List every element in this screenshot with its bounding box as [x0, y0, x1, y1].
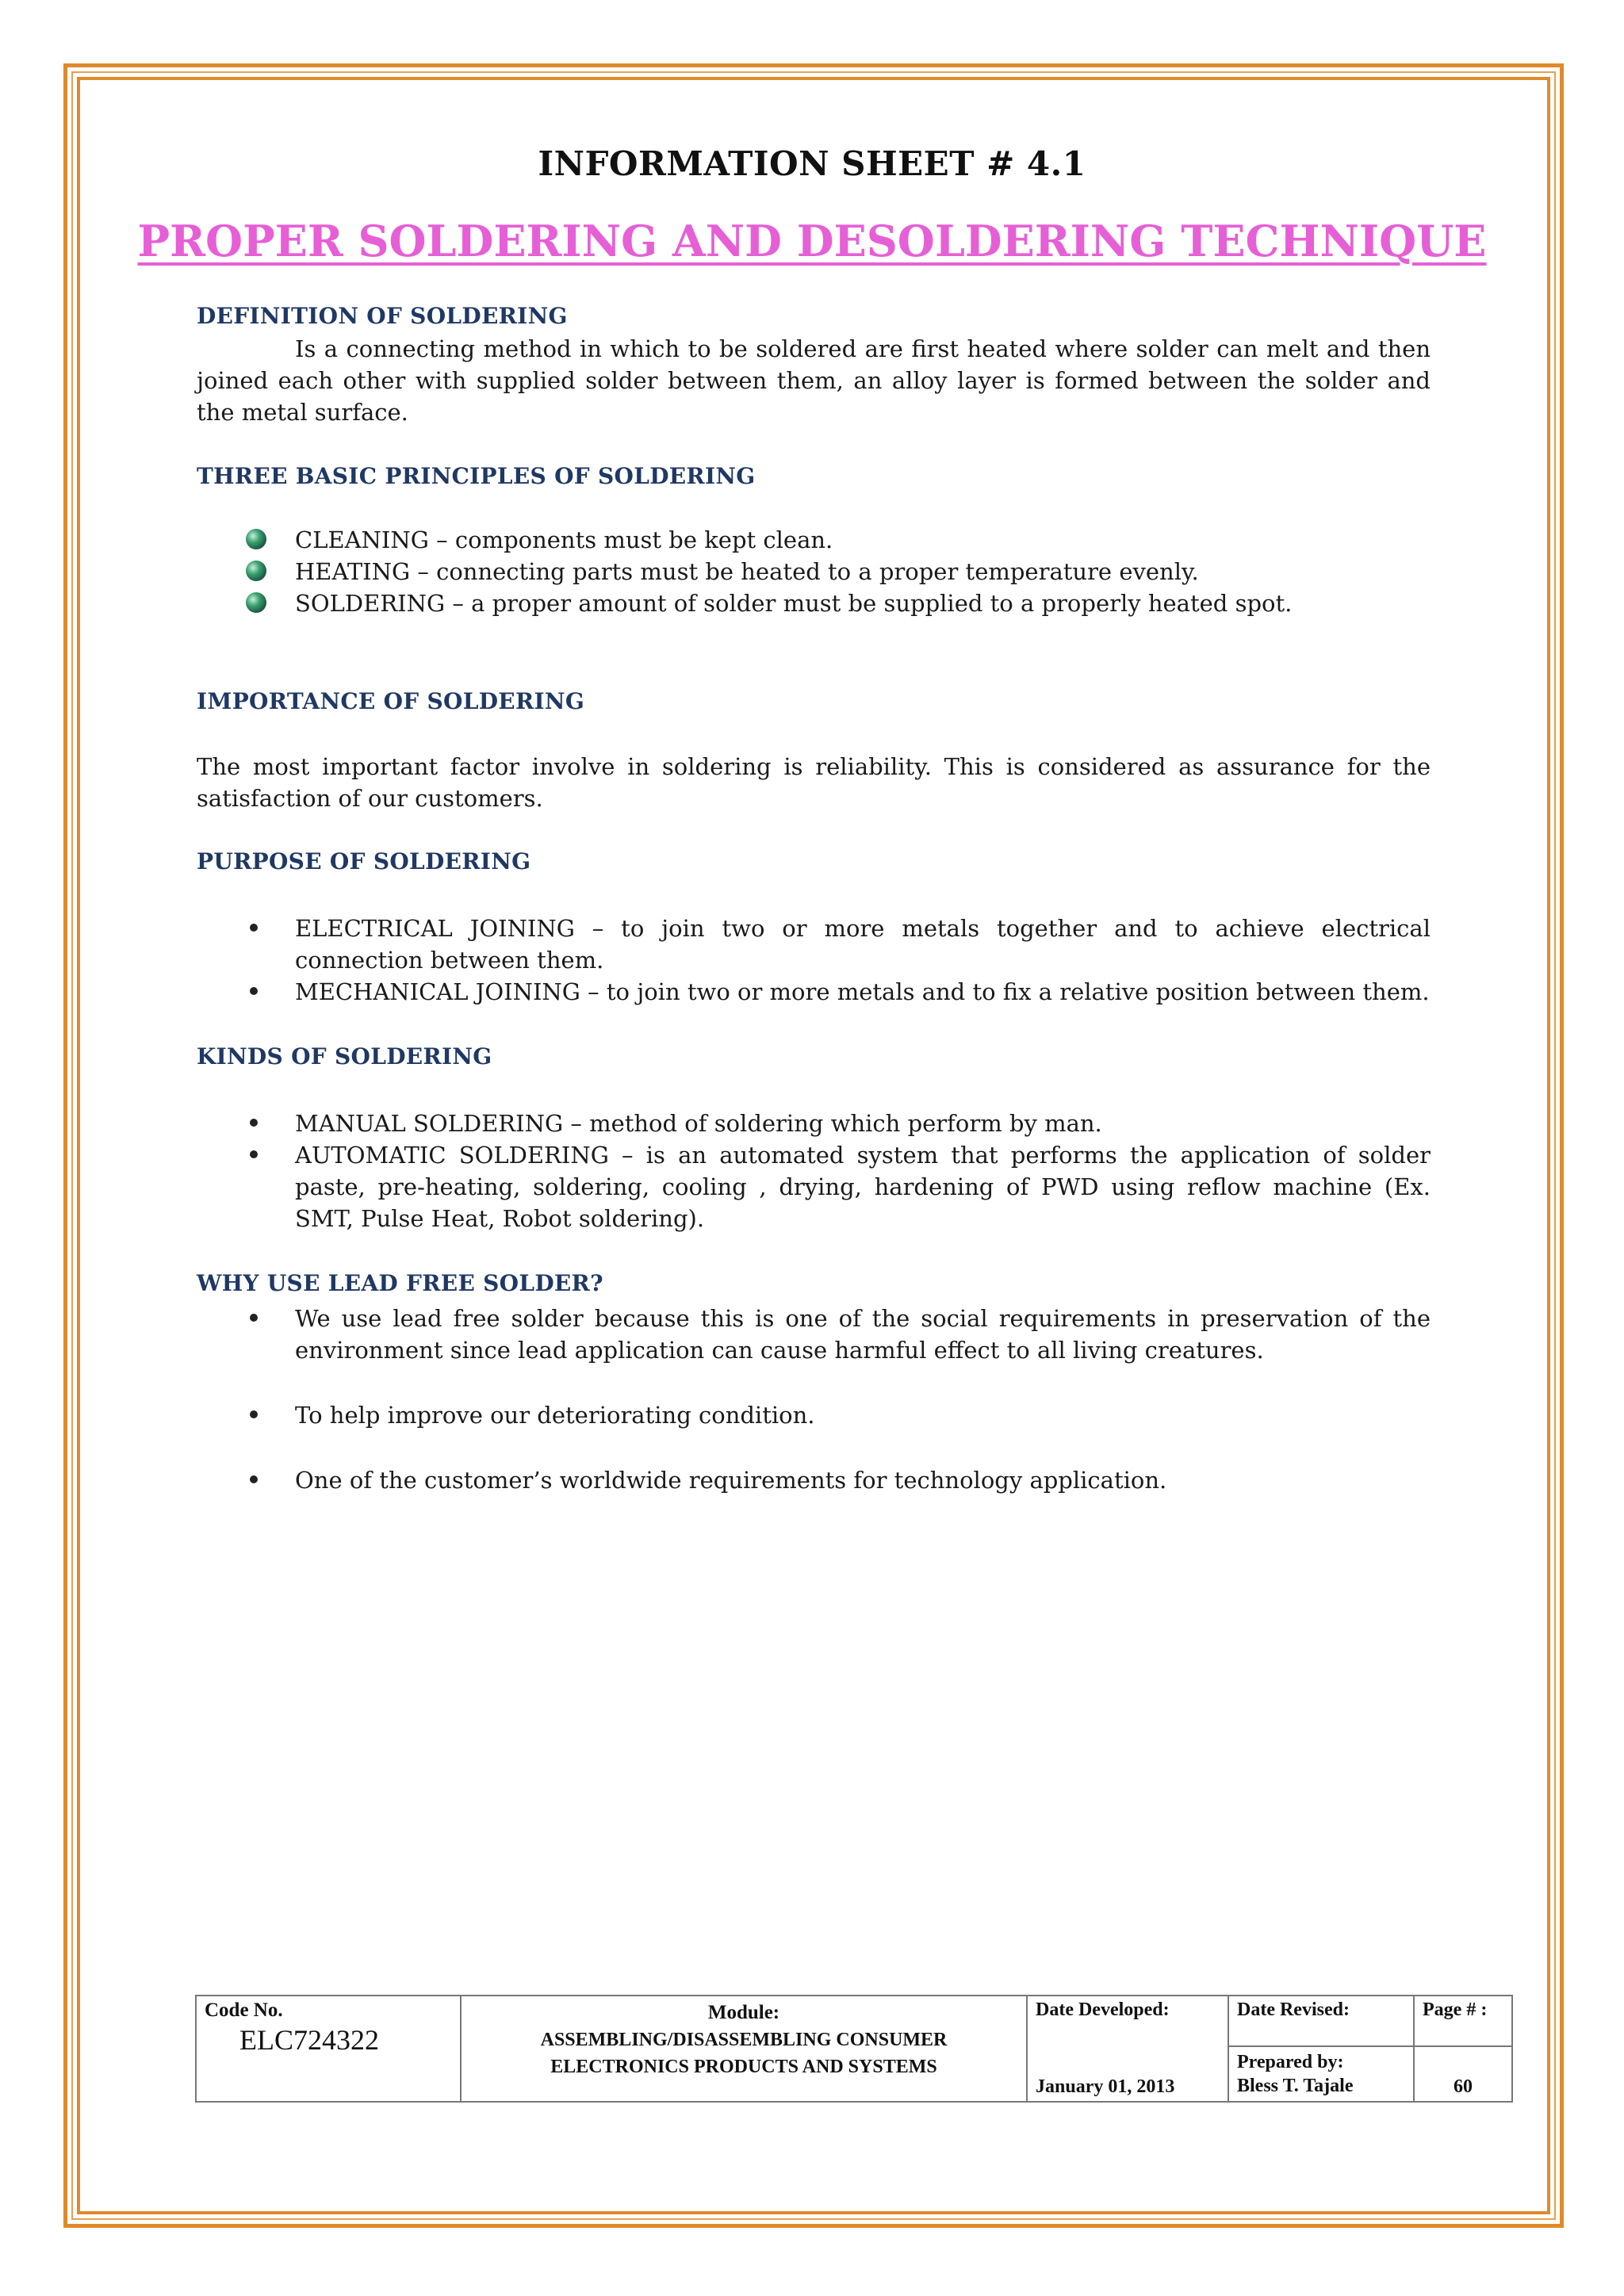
date-developed-cell — [1027, 1996, 1228, 2102]
principle-item-heating — [197, 556, 1431, 587]
kinds-text: AUTOMATIC SOLDERING – is an automated system that performs the application of solder paste, pre-heating, soldering, cooling , drying, hardening of PWD using reflow machine (Ex. SMT, Pulse Heat, Robot soldering). — [295, 1142, 1431, 1232]
lead-free-text: One of the customer’s worldwide requirements for technology application. — [295, 1467, 1167, 1494]
kinds-item — [197, 1139, 1431, 1234]
prepared-by-label: Prepared by: — [1237, 2052, 1344, 2072]
kinds-list — [197, 1108, 1431, 1234]
prepared-by-value: Bless T. Tajale — [1237, 2076, 1354, 2096]
definition-paragraph — [197, 333, 1431, 428]
principles-heading: THREE BASIC PRINCIPLES OF SOLDERING — [197, 463, 756, 489]
kinds-text: MANUAL SOLDERING – method of soldering which perform by man. — [295, 1110, 1102, 1137]
importance-paragraph: The most important factor involve in soldering is reliability. This is considered as assurance for the satisfaction of our customers. — [197, 753, 1431, 812]
module-cell — [461, 1996, 1027, 2102]
principles-list — [197, 524, 1431, 619]
bullet-icon — [250, 987, 258, 995]
module-line-2: ELECTRONICS PRODUCTS AND SYSTEMS — [550, 2057, 937, 2077]
date-revised-cell — [1228, 1996, 1414, 2046]
green-ball-bullet-icon — [246, 529, 266, 549]
principle-text: HEATING – connecting parts must be heated to a proper temperature evenly. — [295, 558, 1199, 585]
module-label: Module: — [707, 2002, 780, 2023]
lead-free-item — [197, 1464, 1431, 1496]
lead-free-text: To help improve our deteriorating condition. — [295, 1402, 815, 1429]
lead-free-item — [197, 1399, 1431, 1431]
principle-text: SOLDERING – a proper amount of solder must be supplied to a properly heated spot. — [295, 590, 1293, 617]
date-developed-value: January 01, 2013 — [1036, 2076, 1175, 2097]
bullet-icon — [250, 1314, 258, 1322]
green-ball-bullet-icon — [246, 592, 266, 613]
bullet-icon — [250, 1119, 258, 1127]
purpose-heading: PURPOSE OF SOLDERING — [197, 848, 531, 874]
code-cell — [196, 1996, 461, 2102]
document-footer-table — [195, 1995, 1513, 2103]
lead-free-heading: WHY USE LEAD FREE SOLDER? — [197, 1270, 603, 1296]
purpose-text: ELECTRICAL JOINING – to join two or more metals together and to achieve electrical connection between them. — [295, 915, 1431, 974]
purpose-text: MECHANICAL JOINING – to join two or more metals and to fix a relative position between them. — [295, 978, 1430, 1005]
page-number-label: Page # : — [1423, 1999, 1488, 2020]
sheet-title: INFORMATION SHEET # 4.1 — [538, 144, 1086, 183]
bullet-icon — [250, 1150, 258, 1158]
principle-item-soldering — [197, 587, 1431, 619]
page-number-label-cell — [1414, 1996, 1512, 2046]
kinds-heading: KINDS OF SOLDERING — [197, 1043, 492, 1070]
module-line-1: ASSEMBLING/DISASSEMBLING CONSUMER — [540, 2030, 948, 2050]
bullet-icon — [250, 1475, 258, 1483]
bullet-icon — [250, 924, 258, 932]
main-title: PROPER SOLDERING AND DESOLDERING TECHNIQUE — [137, 216, 1487, 266]
date-revised-label: Date Revised: — [1237, 1999, 1350, 2020]
lead-free-list — [197, 1303, 1431, 1496]
purpose-list — [197, 913, 1431, 1008]
purpose-item — [197, 976, 1431, 1008]
bullet-icon — [250, 1410, 258, 1418]
page-number-cell — [1414, 2046, 1512, 2102]
definition-text: Is a connecting method in which to be soldered are first heated where solder can melt and then joined each other with supplied solder between them, an alloy layer is formed between the solder and the metal surface. — [197, 335, 1431, 426]
purpose-item — [197, 913, 1431, 976]
kinds-item — [197, 1108, 1431, 1139]
definition-heading: DEFINITION OF SOLDERING — [197, 303, 568, 329]
importance-heading: IMPORTANCE OF SOLDERING — [197, 688, 585, 714]
principle-item-cleaning — [197, 524, 1431, 556]
date-developed-label: Date Developed: — [1036, 1999, 1170, 2020]
green-ball-bullet-icon — [246, 561, 266, 581]
page-number-value: 60 — [1454, 2076, 1473, 2097]
code-value: ELC724322 — [239, 2024, 379, 2056]
lead-free-text: We use lead free solder because this is one of the social requirements in preservation of the environment since lead application can cause harmful effect to all living creatures. — [295, 1305, 1431, 1364]
lead-free-item — [197, 1303, 1431, 1366]
code-label: Code No. — [205, 1999, 283, 2021]
prepared-by-cell — [1228, 2046, 1414, 2102]
principle-text: CLEANING – components must be kept clean. — [295, 526, 833, 553]
